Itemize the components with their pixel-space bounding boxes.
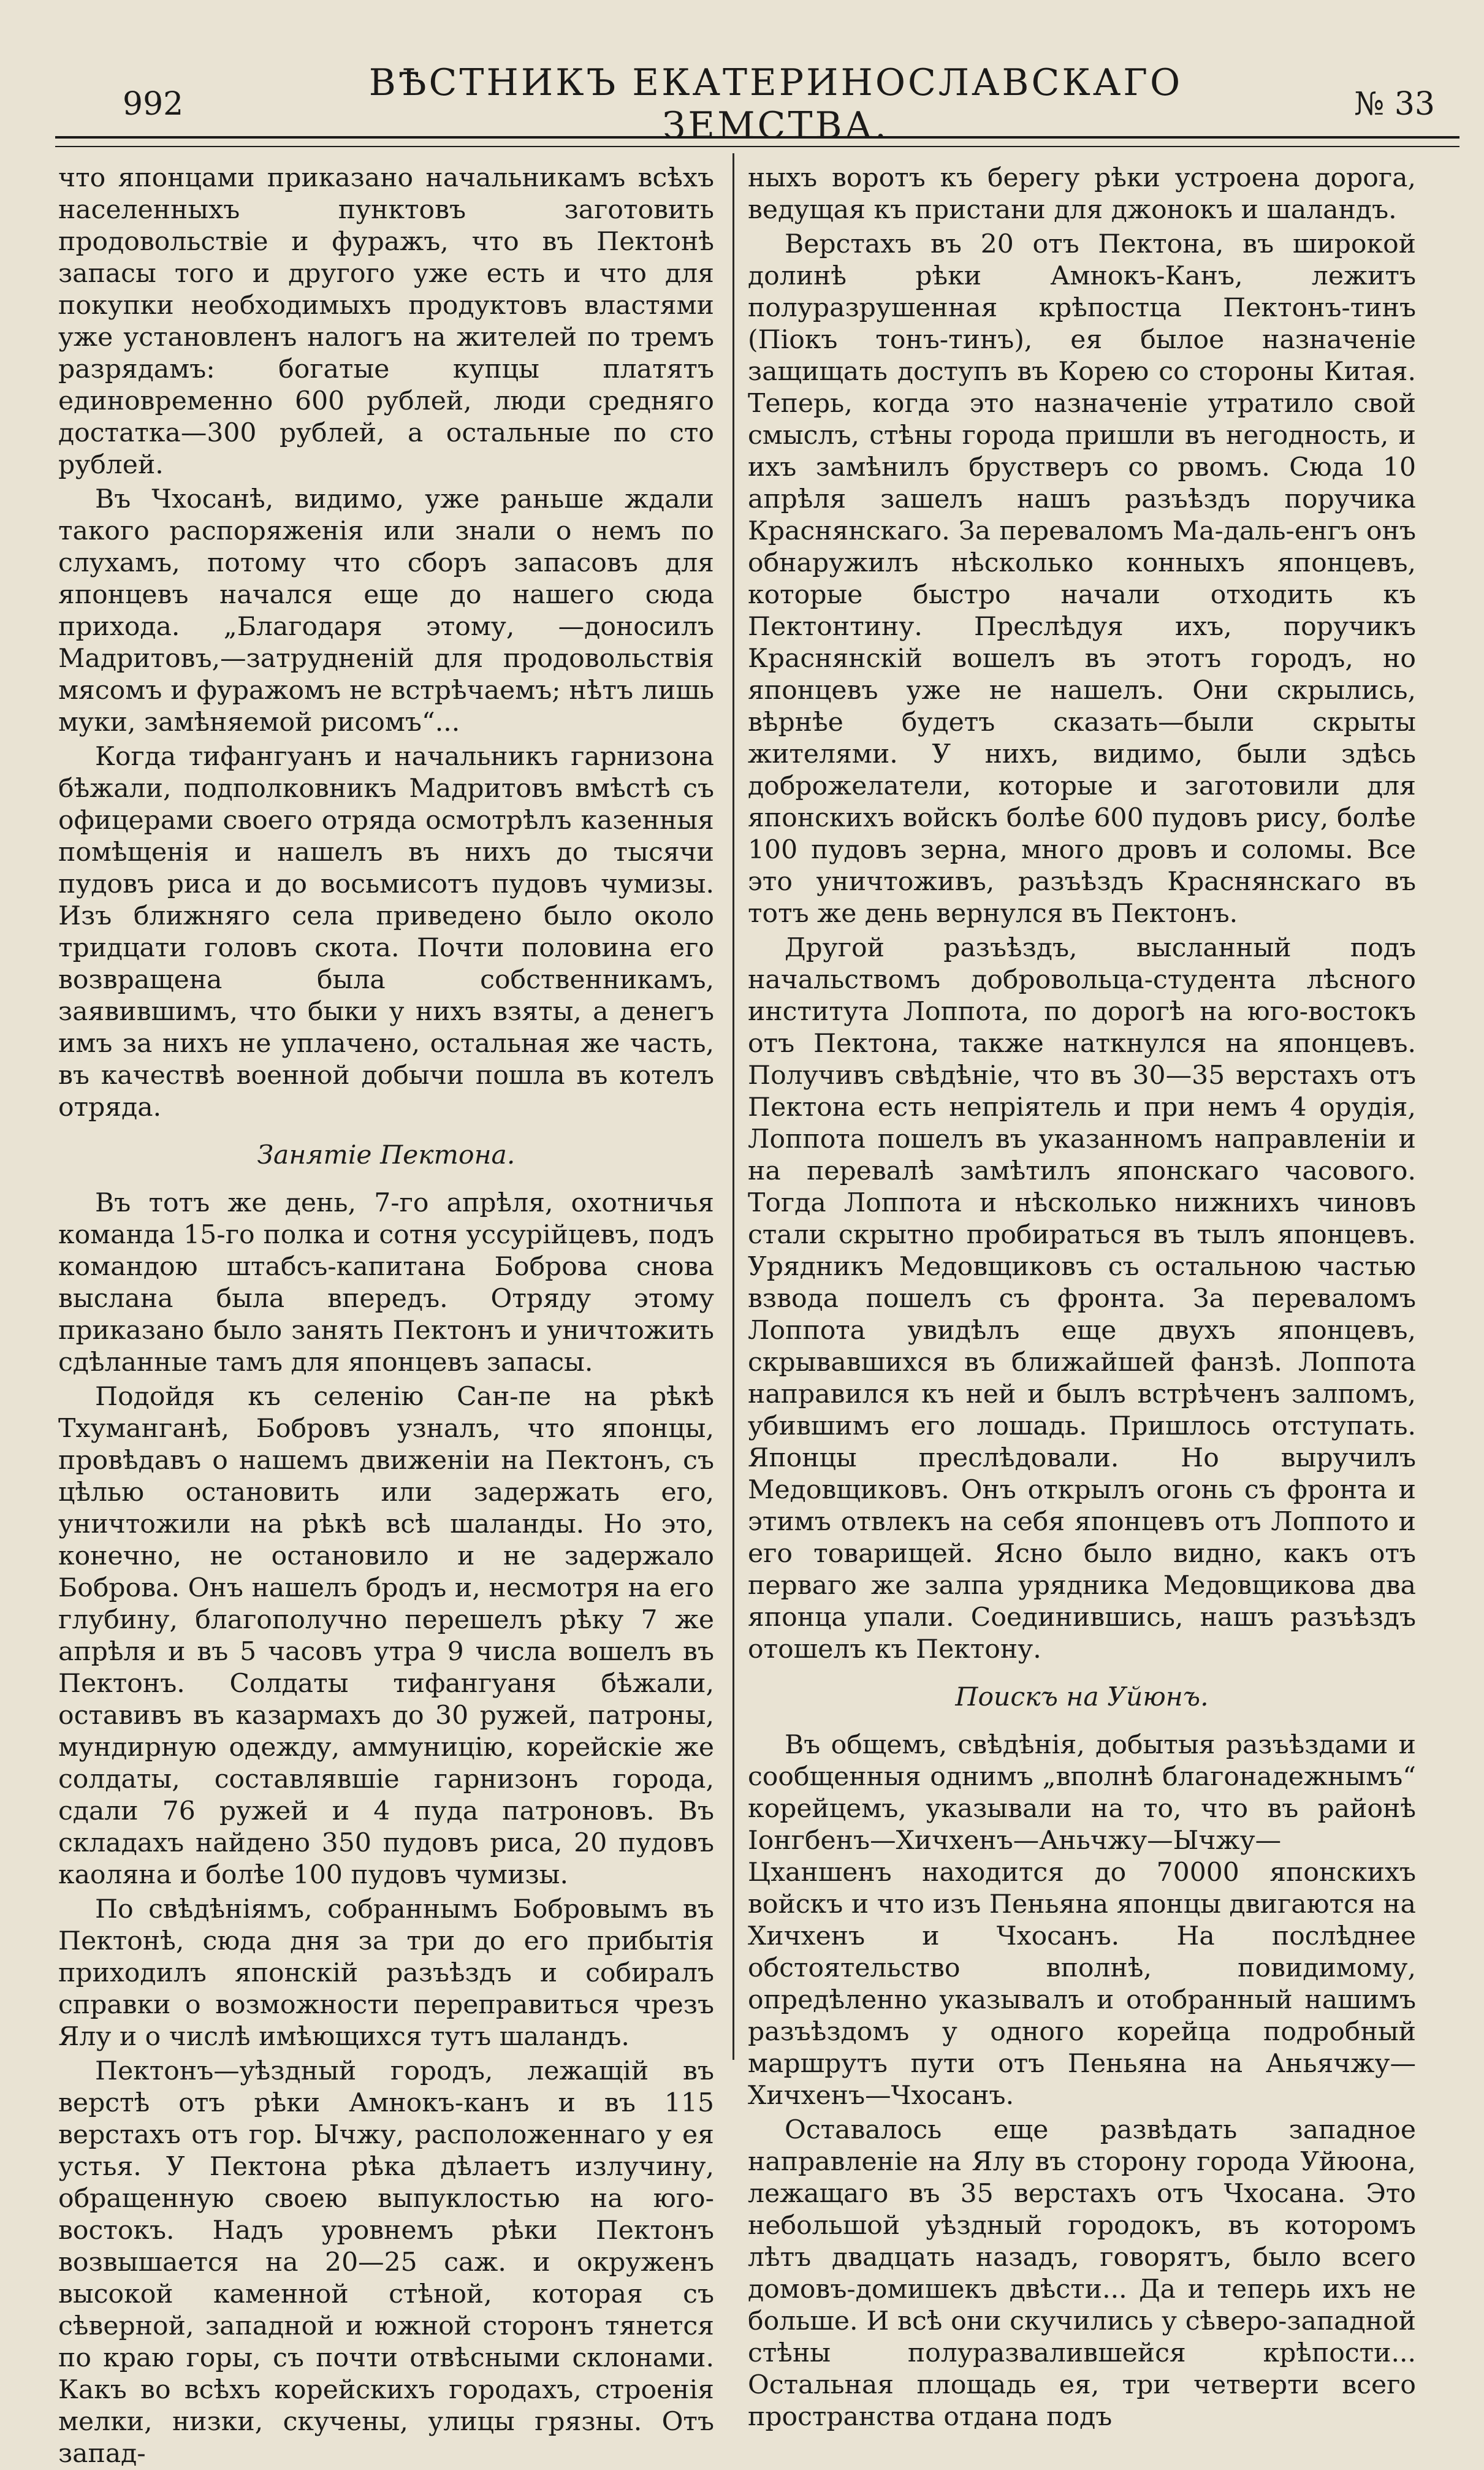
paragraph: По свѣдѣніямъ, собраннымъ Бобровымъ въ Пектонѣ, сюда дня за три до его прибытія приходилъ японскій разъѣздъ и собиралъ справки о возможности переправиться чрезъ Ялу и о числѣ имѣющихся тутъ шаландъ.: [58, 1894, 714, 2052]
section-heading: Поискъ на Уйюнъ.: [955, 1682, 1209, 1712]
paragraph: Оставалось еще развѣдать западное направленіе на Ялу въ сторону города Уйюона, лежащаго въ 35 верстахъ отъ Чхосана. Это небольшой уѣздный городокъ, въ которомъ лѣтъ двадцать назадъ, говорятъ, было всего домовъ-домишекъ двѣсти... Да и теперь ихъ не больше. И всѣ они скучились у сѣверо-западной стѣны полуразвалившейся крѣпости... Остальная площадь ея, три четверти всего пространства отдана подъ: [748, 2115, 1416, 2432]
paragraph: Другой разъѣздъ, высланный подъ начальствомъ добровольца-студента лѣсного института Лоппота, по дорогѣ на юго-востокъ отъ Пектона, также наткнулся на японцевъ. Получивъ свѣдѣніе, что въ 30—35 верстахъ отъ Пектона есть непріятель и при немъ 4 орудія, Лоппота пошелъ въ указанномъ направленіи и на перевалѣ замѣтилъ японскаго часового. Тогда Лоппота и нѣсколько нижнихъ чиновъ стали скрытно пробираться въ тылъ японцевъ. Урядникъ Медовщиковъ съ остальною частью взвода пошелъ съ фронта. За переваломъ Лоппота увидѣлъ еще двухъ японцевъ, скрывавшихся въ ближайшей фанзѣ. Лоппота направился къ ней и былъ встрѣченъ залпомъ, убившимъ его лошадь. Пришлось отступать. Японцы преслѣдовали. Но выручилъ Медовщиковъ. Онъ открылъ огонь съ фронта и этимъ отвлекъ на себя японцевъ отъ Лоппото и его товарищей. Ясно было видно, какъ отъ перваго же залпа урядника Медовщикова два японца упали. Соединившись, нашъ разъѣздъ отошелъ къ Пектону.: [748, 933, 1416, 1664]
paragraph: Въ общемъ, свѣдѣнія, добытыя разъѣздами и сообщенныя однимъ „вполнѣ благонадежнымъ“ корейцемъ, указывали на то, что въ районѣ Іонгбенъ—Хичхенъ—Аньчжу—Ычжу—Цханшенъ находится до 70000 японскихъ войскъ и что изъ Пеньяна японцы двигаются на Хичхенъ и Чхосанъ. На послѣднее обстоятельство вполнѣ, повидимому, опредѣленно указывалъ и отобранный нашимъ разъѣздомъ у одного корейца подробный маршрутъ пути отъ Пеньяна на Аньячжу—Хичхенъ—Чхосанъ.: [748, 1730, 1416, 2111]
left-column: [58, 162, 714, 2469]
journal-title: ВѢСТНИКЪ ЕКАТЕРИНОСЛАВСКАГО ЗЕМСТВА.: [368, 61, 1183, 147]
paragraph: Въ Чхосанѣ, видимо, уже раньше ждали такого распоряженія или знали о немъ по слухамъ, потому что сборъ запасовъ для японцевъ начался еще до нашего сюда прихода. „Благодаря этому, —доносилъ Мадритовъ,—затрудненій для продовольствія мясомъ и фуражомъ не встрѣчаемъ; нѣтъ лишь муки, замѣняемой рисомъ“...: [58, 484, 714, 738]
header-rule: [55, 136, 1459, 147]
paragraph: ныхъ воротъ къ берегу рѣки устроена дорога, ведущая къ пристани для джонокъ и шаландъ.: [748, 163, 1416, 225]
issue-number: № 33: [1354, 86, 1435, 123]
paragraph: что японцами приказано начальникамъ всѣхъ населенныхъ пунктовъ заготовить продовольствіе и фуражъ, что въ Пектонѣ запасы того и другого уже есть и что для покупки необходимыхъ продуктовъ властями уже установленъ налогъ на жителей по тремъ разрядамъ: богатые купцы платятъ единовременно 600 рублей, люди средняго достатка—300 рублей, а остальные по сто рублей.: [58, 163, 714, 480]
page-number: 992: [123, 86, 184, 123]
page-header: [55, 61, 1447, 147]
section-heading: Занятіе Пектона.: [257, 1140, 516, 1170]
paragraph: Подойдя къ селенію Сан-пе на рѣкѣ Тхуманганѣ, Бобровъ узналъ, что японцы, провѣдавъ о нашемъ движеніи на Пектонъ, съ цѣлью остановить или задержать его, уничтожили на рѣкѣ всѣ шаланды. Но это, конечно, не остановило и не задержало Боброва. Онъ нашелъ бродъ и, несмотря на его глубину, благополучно перешелъ рѣку 7 же апрѣля и въ 5 часовъ утра 9 числа вошелъ въ Пектонъ. Солдаты тифангуаня бѣжали, оставивъ въ казармахъ до 30 ружей, патроны, мундирную одежду, аммуницію, корейскіе же солдаты, составлявшіе гарнизонъ города, сдали 76 ружей и 4 пуда патроновъ. Въ складахъ найдено 350 пудовъ риса, 20 пудовъ каоляна и болѣе 100 пудовъ чумизы.: [58, 1382, 714, 1890]
paragraph: Когда тифангуанъ и начальникъ гарнизона бѣжали, подполковникъ Мадритовъ вмѣстѣ съ офицерами своего отряда осмотрѣлъ казенныя помѣщенія и нашелъ въ нихъ до тысячи пудовъ риса и до восьмисотъ пудовъ чумизы. Изъ ближняго села приведено было около тридцати головъ скота. Почти половина его возвращена была собственникамъ, заявившимъ, что быки у нихъ взяты, а денегъ имъ за нихъ не уплачено, остальная же часть, въ качествѣ военной добычи пошла въ котелъ отряда.: [58, 742, 714, 1123]
paragraph: Въ тотъ же день, 7-го апрѣля, охотничья команда 15-го полка и сотня уссурійцевъ, подъ командою штабсъ-капитана Боброва снова выслана была впередъ. Отряду этому приказано было занять Пектонъ и уничтожить сдѣланные тамъ для японцевъ запасы.: [58, 1188, 714, 1378]
right-column: [748, 162, 1416, 2432]
column-divider: [732, 153, 734, 2060]
paragraph: Пектонъ—уѣздный городъ, лежащій въ верстѣ отъ рѣки Амнокъ-канъ и въ 115 верстахъ отъ гор. Ычжу, расположеннаго у ея устья. У Пектона рѣка дѣлаетъ излучину, обращенную своею выпуклостью на юго-востокъ. Надъ уровнемъ рѣки Пектонъ возвышается на 20—25 саж. и окруженъ высокой каменной стѣной, которая съ сѣверной, западной и южной сторонъ тянется по краю горы, съ почти отвѣсными склонами. Какъ во всѣхъ корейскихъ городахъ, строенія мелки, низки, скучены, улицы грязны. Отъ запад-: [58, 2056, 714, 2469]
paragraph: Верстахъ въ 20 отъ Пектона, въ широкой долинѣ рѣки Амнокъ-Канъ, лежитъ полуразрушенная крѣпостца Пектонъ-тинъ (Піокъ тонъ-тинъ), ея былое назначеніе защищать доступъ въ Корею со стороны Китая. Теперь, когда это назначеніе утратило свой смыслъ, стѣны города пришли въ негодность, и ихъ замѣнилъ брустверъ со рвомъ. Сюда 10 апрѣля зашелъ нашъ разъѣздъ поручика Краснянскаго. За переваломъ Ма-даль-енгъ онъ обнаружилъ нѣсколько конныхъ японцевъ, которые быстро начали отходить къ Пектонтину. Преслѣдуя ихъ, поручикъ Краснянскій вошелъ въ этотъ городъ, но японцевъ уже не нашелъ. Они скрылись, вѣрнѣе будетъ сказать—были скрыты жителями. У нихъ, видимо, были здѣсь доброжелатели, которые и заготовили для японскихъ войскъ болѣе 600 пудовъ рису, болѣе 100 пудовъ зерна, много дровъ и соломы. Все это уничтоживъ, разъѣздъ Краснянскаго въ тотъ же день вернулся въ Пектонъ.: [748, 229, 1416, 929]
